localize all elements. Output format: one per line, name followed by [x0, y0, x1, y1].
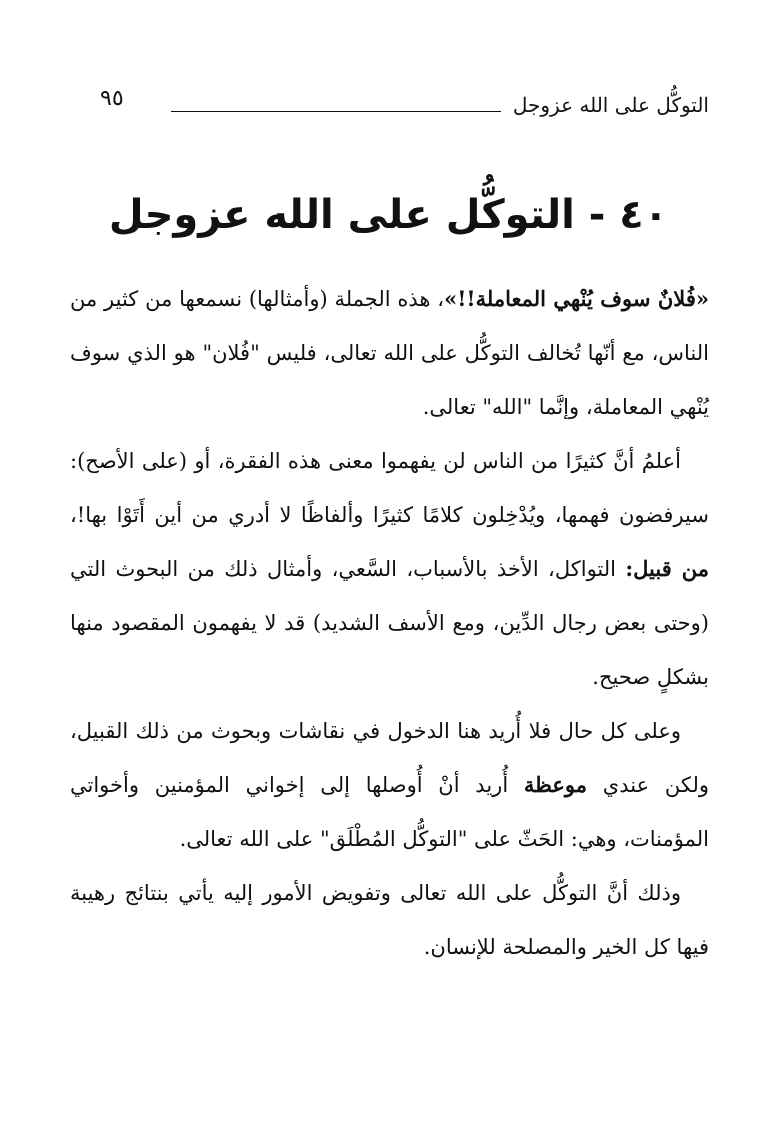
paragraph-2 [70, 434, 709, 704]
chapter-title: ٤٠ - التوكُّل على الله عزوجل [108, 192, 669, 238]
header-rule [171, 111, 501, 112]
paragraph-1 [70, 272, 709, 434]
body-text [70, 272, 709, 974]
running-title: التوكُّل على الله عزوجل [512, 93, 709, 117]
paragraph-4 [70, 866, 709, 974]
paragraph-1-text: ، هذه الجملة (وأمثالها) نسمعها من كثير من الناس، مع أنّها تُخالف التوكُّل على الله تعالى، فليس "فُلان" هو الذي سوف يُنْهي المعاملة، وإنَّما "الله" تعالى. [70, 287, 709, 419]
page-number: ٩٥ [100, 86, 124, 111]
paragraph-4-text: وذلك أنَّ التوكُّل على الله تعالى وتفويض الأمور إليه يأتي بنتائج رهيبة فيها كل الخير والمصلحة للإنسان. [70, 881, 709, 959]
paragraph-3-text-b: أُريد أنْ أُوصلها إلى إخواني المؤمنين وأخواتي المؤمنات، وهي: الحَثّ على "التوكُّل المُطْلَق" على الله تعالى. [70, 773, 709, 851]
paragraph-2-bold: من قبيل: [625, 556, 709, 581]
running-header [100, 90, 709, 120]
paragraph-1-bold-quote: «فُلانٌ سوف يُنْهي المعاملة!!» [444, 286, 709, 311]
paragraph-3 [70, 704, 709, 866]
paragraph-3-text-a: وعلى كل حال فلا أُريد هنا الدخول في نقاشات وبحوث من ذلك القبيل، ولكن عندي [70, 719, 709, 797]
paragraph-2-text-a: أعلمُ أنَّ كثيرًا من الناس لن يفهموا معنى هذه الفقرة، أو (على الأصح): سيرفضون فهمها، ويُدْخِلون كلامًا كثيرًا وألفاظًا لا أدري من أين أَتَوْا بها!، [70, 449, 709, 527]
paragraph-3-bold: موعظة [523, 772, 588, 797]
paragraph-2-text-b: التواكل، الأخذ بالأسباب، السَّعي، وأمثال ذلك من البحوث التي (وحتى بعض رجال الدِّين، ومع الأسف الشديد) قد لا يفهمون المقصود منها بشكلٍ صحيح. [70, 557, 709, 689]
